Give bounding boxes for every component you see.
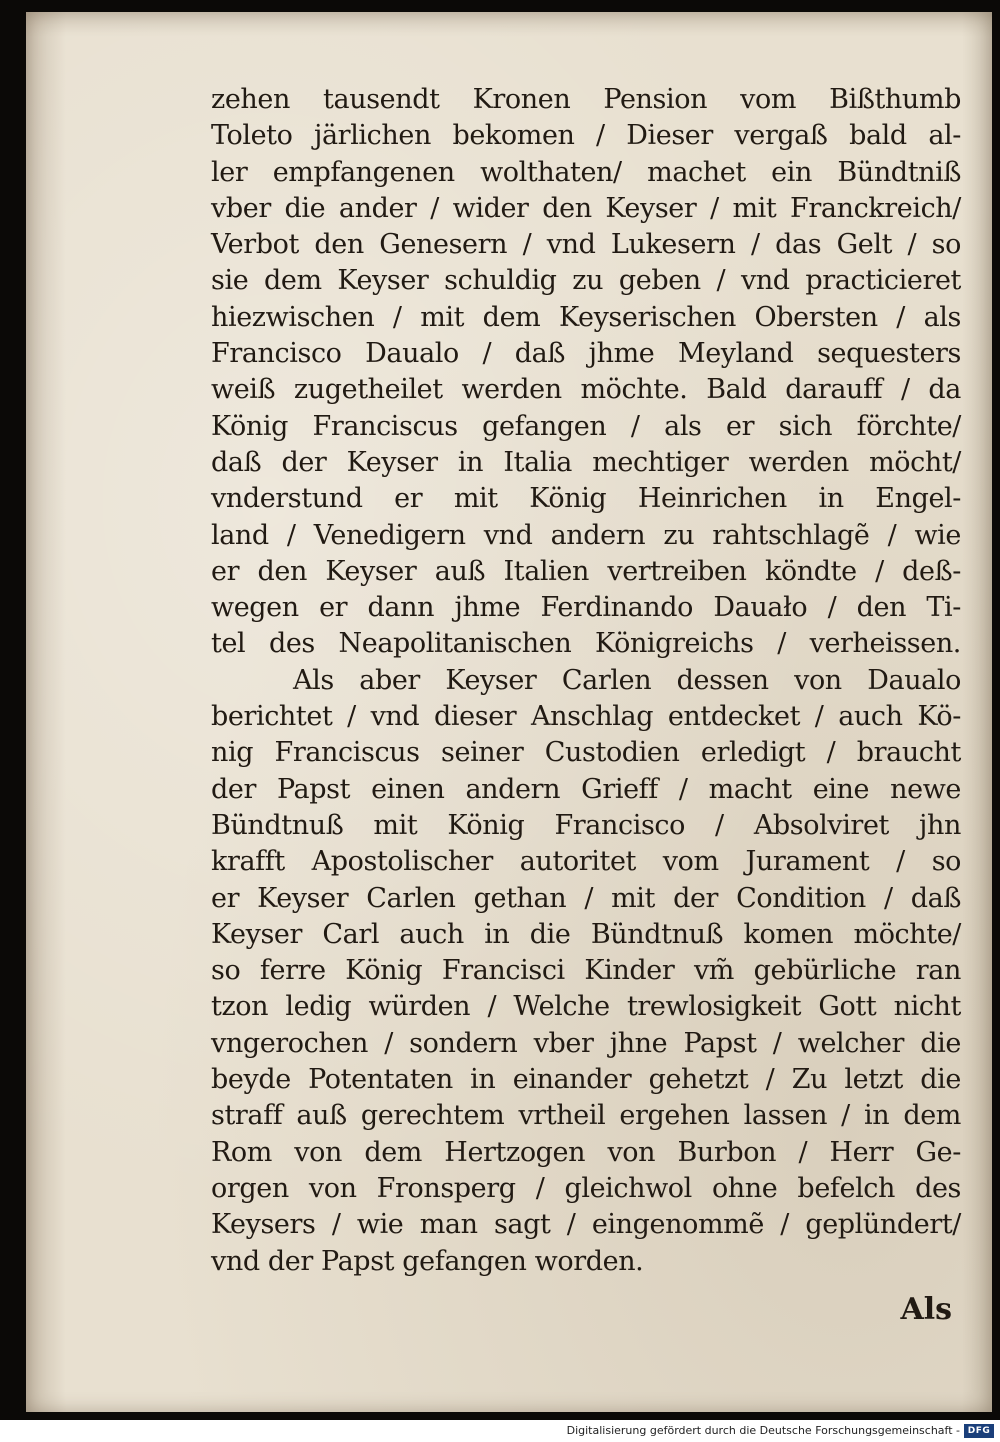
text-line-28: beyde Potentaten in einander gehetzt / Zu letzt die <box>211 1064 961 1096</box>
text-line-8: Francisco Daualo / daß jhme Meyland sequesters <box>211 338 961 370</box>
text-line-26: tzon ledig würden / Welche trewlosigkeit Gott nicht <box>211 991 961 1023</box>
text-line-21: Bündtnuß mit König Francisco / Absolviret jhn <box>211 809 961 841</box>
text-line-33: vnd der Papst gefangen worden. <box>211 1245 644 1277</box>
text-line-14: er den Keyser auß Italien vertreiben köndte / deß- <box>211 555 961 587</box>
text-line-27: vngerochen / sondern vber jhne Papst / welcher die <box>211 1027 961 1059</box>
text-line-5: Verbot den Genesern / vnd Lukesern / das Gelt / so <box>211 229 961 261</box>
text-line-2: Toleto järlichen bekomen / Dieser vergaß bald al- <box>211 120 961 152</box>
footer-credit-text: Digitalisierung gefördert durch die Deutsche Forschungsgemeinschaft - <box>566 1424 960 1437</box>
text-line-25: so ferre König Francisci Kinder vm̃ gebürliche ran <box>211 955 961 987</box>
text-line-30: Rom von dem Hertzogen von Burbon / Herr Ge- <box>211 1136 961 1168</box>
text-line-18: berichtet / vnd dieser Anschlag entdecket / auch Kö- <box>211 701 961 733</box>
digitization-footer <box>0 1420 1000 1442</box>
page-text-block <box>211 82 961 1280</box>
text-line-24: Keyser Carl auch in die Bündtnuß komen möchte/ <box>211 918 961 950</box>
text-line-15: wegen er dann jhme Ferdinando Dauało / den Ti- <box>211 592 961 624</box>
text-line-19: nig Franciscus seiner Custodien erledigt / braucht <box>211 737 961 769</box>
text-line-22: krafft Apostolischer autoritet vom Jurament / so <box>211 846 961 878</box>
text-line-23: er Keyser Carlen gethan / mit der Condition / daß <box>211 882 961 914</box>
text-line-9: weiß zugetheilet werden möchte. Bald darauff / da <box>211 374 961 406</box>
text-line-10: König Franciscus gefangen / als er sich förchte/ <box>211 410 961 442</box>
text-line-3: ler empfangenen wolthaten/ machet ein Bündtniß <box>211 156 961 188</box>
text-line-17: Als aber Keyser Carlen dessen von Daualo <box>293 664 961 696</box>
text-line-31: orgen von Fronsperg / gleichwol ohne befelch des <box>211 1172 961 1204</box>
text-line-16: tel des Neapolitanischen Königreichs / verheissen. <box>211 628 961 660</box>
text-line-1: zehen tausendt Kronen Pension vom Bißthumb <box>211 84 961 115</box>
text-line-4: vber die ander / wider den Keyser / mit Franckreich/ <box>211 192 961 224</box>
book-page <box>26 12 992 1412</box>
text-line-29: straff auß gerechtem vrtheil ergehen lassen / in dem <box>211 1100 961 1132</box>
text-line-12: vnderstund er mit König Heinrichen in Engel- <box>211 483 961 515</box>
text-line-20: der Papst einen andern Grieff / macht eine newe <box>211 773 961 805</box>
catchword: Als <box>900 1292 952 1327</box>
text-line-11: daß der Keyser in Italia mechtiger werden möcht/ <box>211 446 961 478</box>
text-line-6: sie dem Keyser schuldig zu geben / vnd practicieret <box>211 265 961 297</box>
text-line-13: land / Venedigern vnd andern zu rahtschlagẽ / wie <box>211 519 961 551</box>
dfg-logo-icon[interactable]: DFG <box>964 1424 994 1438</box>
text-line-32: Keysers / wie man sagt / eingenommẽ / geplündert/ <box>211 1209 961 1241</box>
text-line-7: hiezwischen / mit dem Keyserischen Obersten / als <box>211 301 961 333</box>
